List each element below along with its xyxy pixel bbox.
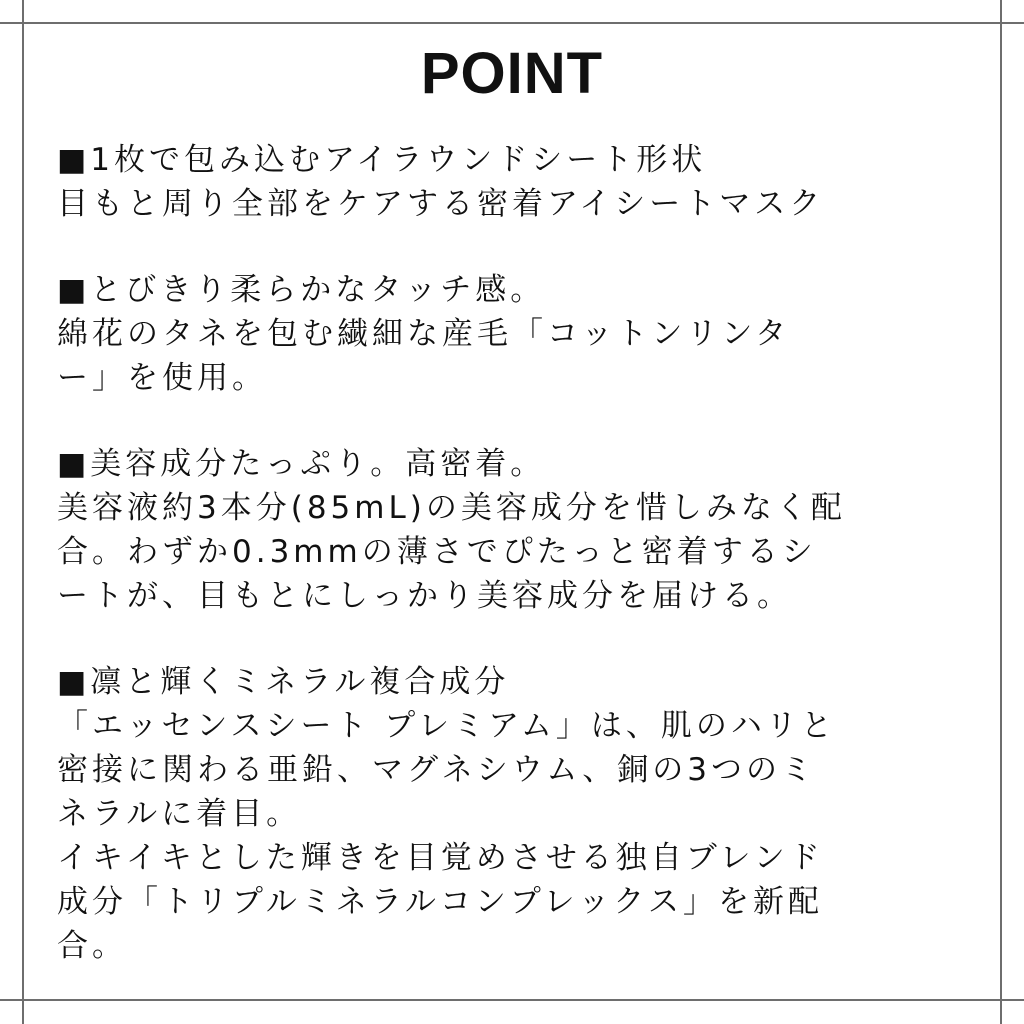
page-title: POINT	[420, 41, 604, 106]
bottom-border-line	[0, 999, 1024, 1001]
section-mineral-complex	[57, 660, 977, 968]
section-text: ー」を使用。	[57, 360, 267, 396]
section-text: 目もと周り全部をケアする密着アイシートマスク	[57, 186, 825, 222]
section-text: 合。	[57, 928, 127, 964]
section-text: 密接に関わる亜鉛、マグネシウム、銅の3つのミ	[57, 752, 817, 788]
section-text: 成分「トリプルミネラルコンプレックス」を新配	[57, 884, 823, 920]
section-text: 綿花のタネを包む繊細な産毛「コットンリンタ	[57, 316, 791, 352]
section-text: 美容液約3本分(85mL)の美容成分を惜しみなく配	[57, 490, 846, 526]
section-heading: ■とびきり柔らかなタッチ感。	[57, 272, 546, 308]
section-heading: ■美容成分たっぷり。高密着。	[57, 446, 546, 482]
section-text: イキイキとした輝きを目覚めさせる独自ブレンド	[57, 840, 824, 876]
section-text: ネラルに着目。	[57, 796, 302, 832]
left-border-line	[22, 0, 24, 1024]
section-heading: ■凛と輝くミネラル複合成分	[57, 664, 510, 700]
section-heading: ■1枚で包み込むアイラウンドシート形状	[57, 142, 707, 178]
right-border-line	[1000, 0, 1002, 1024]
top-border-line	[0, 22, 1024, 24]
section-text: 合。わずか0.3mmの薄さでぴたっと密着するシ	[57, 534, 817, 570]
section-eye-sheet-shape	[57, 138, 977, 226]
section-soft-touch	[57, 268, 977, 400]
point-list	[57, 138, 977, 968]
section-beauty-ingredients	[57, 442, 977, 618]
section-text: ートが、目もとにしっかり美容成分を届ける。	[57, 578, 792, 614]
section-text: 「エッセンスシート プレミアム」は、肌のハリと	[57, 708, 836, 744]
